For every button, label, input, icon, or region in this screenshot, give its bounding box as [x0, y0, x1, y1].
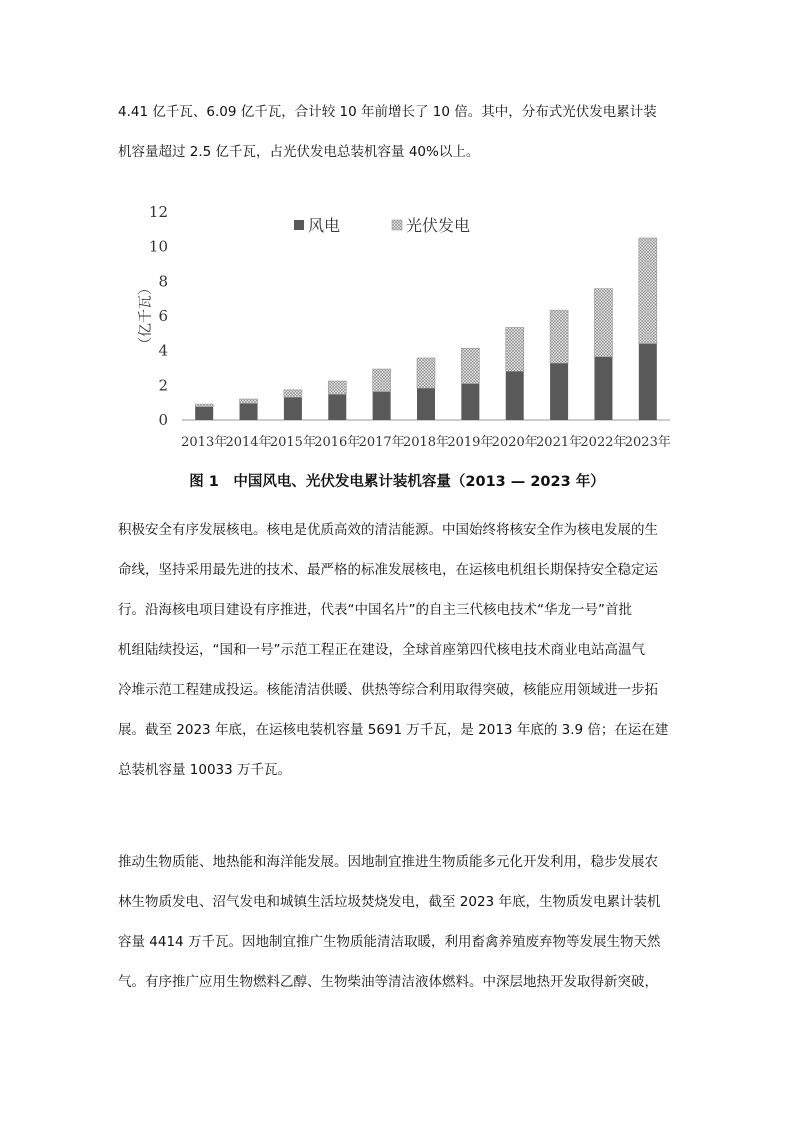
bar-wind: [639, 344, 657, 420]
y-tick-label: 2: [158, 376, 168, 395]
bar-solar: [417, 358, 435, 388]
y-tick-label: 10: [148, 237, 168, 256]
paragraph-line: 展。截至 2023 年底，在运核电装机容量 5691 万千瓦，是 2013 年底的 3.9 倍；在运在建: [118, 722, 669, 738]
y-tick-label: 4: [158, 341, 168, 360]
paragraph-line: 冷堆示范工程建成投运。核能清洁供暖、供热等综合利用取得突破，核能应用领域进一步拓: [118, 682, 658, 698]
x-tick-label: 2019年: [447, 435, 494, 450]
y-tick-label: 12: [148, 203, 168, 221]
bar-solar: [506, 327, 524, 371]
paragraph-line: 命线，坚持采用最先进的技术、最严格的标准发展核电，在运核电机组长期保持安全稳定运: [118, 562, 658, 578]
x-tick-label: 2020年: [491, 435, 538, 450]
paragraph-line: 机组陆续投运，“国和一号”示范工程正在建设，全球首座第四代核电技术商业电站高温气: [118, 642, 645, 658]
y-tick-label: 8: [158, 272, 168, 291]
bar-wind: [328, 394, 346, 420]
bar-wind: [373, 392, 391, 420]
x-tick-label: 2023年: [624, 435, 671, 450]
y-tick-label: 0: [158, 411, 168, 429]
paragraph-line: 4.41 亿千瓦、6.09 亿千瓦，合计较 10 年前增长了 10 倍。其中，分布式光伏发电累计装: [118, 104, 657, 120]
x-tick-label: 2016年: [314, 435, 361, 450]
bar-wind: [594, 357, 612, 420]
bar-solar: [594, 289, 612, 357]
x-tick-label: 2022年: [580, 435, 627, 450]
x-tick-label: 2017年: [358, 435, 405, 450]
bar-wind: [417, 388, 435, 420]
x-tick-label: 2021年: [536, 435, 583, 450]
bar-solar: [639, 238, 657, 344]
bar-wind: [240, 403, 258, 420]
bar-wind: [461, 384, 479, 420]
x-tick-label: 2015年: [269, 435, 316, 450]
paragraph-line: 积极安全有序发展核电。核电是优质高效的清洁能源。中国始终将核安全作为核电发展的生: [118, 522, 658, 538]
legend-swatch: [392, 220, 402, 230]
paragraph-line: 总装机容量 10033 万千瓦。: [118, 762, 292, 778]
bar-wind: [506, 371, 524, 420]
bar-solar: [240, 399, 258, 403]
nuclear-paragraph: [118, 520, 678, 810]
x-tick-label: 2018年: [402, 435, 450, 450]
legend-label: 风电: [308, 216, 341, 235]
bar-solar: [550, 310, 568, 363]
paragraph-line: 气。有序推广应用生物燃料乙醇、生物柴油等清洁液体燃料。中深层地热开发取得新突破，: [118, 974, 658, 990]
y-tick-label: 6: [158, 307, 168, 325]
paragraph-line: 行。沿海核电项目建设有序推进，代表“中国名片”的自主三代核电技术“华龙一号”首批: [118, 602, 632, 618]
x-tick-label: 2013年: [181, 435, 228, 450]
bar-wind: [284, 397, 302, 420]
biomass-paragraph: [118, 852, 678, 1012]
bar-solar: [284, 390, 302, 397]
y-axis-label: （亿千瓦）: [138, 281, 154, 351]
bar-solar: [373, 369, 391, 392]
paragraph-line: 容量 4414 万千瓦。因地制宜推广生物质能清洁取暖，利用畜禽养殖废弃物等发展生物天然: [118, 934, 661, 950]
paragraph-line: 林生物质发电、沼气发电和城镇生活垃圾焚烧发电，截至 2023 年底，生物质发电累计装机: [118, 894, 661, 910]
bar-wind: [550, 363, 568, 420]
intro-paragraph: [118, 102, 678, 172]
figure-caption: 图 1 中国风电、光伏发电累计装机容量（2013 — 2023 年）: [189, 474, 605, 490]
capacity-stacked-bar-chart: [120, 198, 680, 456]
legend-label: 光伏发电: [406, 216, 471, 235]
legend-swatch: [294, 220, 304, 230]
bar-solar: [461, 348, 479, 383]
x-tick-label: 2014年: [225, 435, 272, 450]
bar-wind: [195, 407, 213, 420]
paragraph-line: 推动生物质能、地热能和海洋能发展。因地制宜推进生物质能多元化开发利用，稳步发展农: [118, 854, 658, 870]
bar-solar: [195, 404, 213, 407]
bar-solar: [328, 381, 346, 394]
paragraph-line: 机容量超过 2.5 亿千瓦，占光伏发电总装机容量 40%以上。: [118, 144, 480, 160]
